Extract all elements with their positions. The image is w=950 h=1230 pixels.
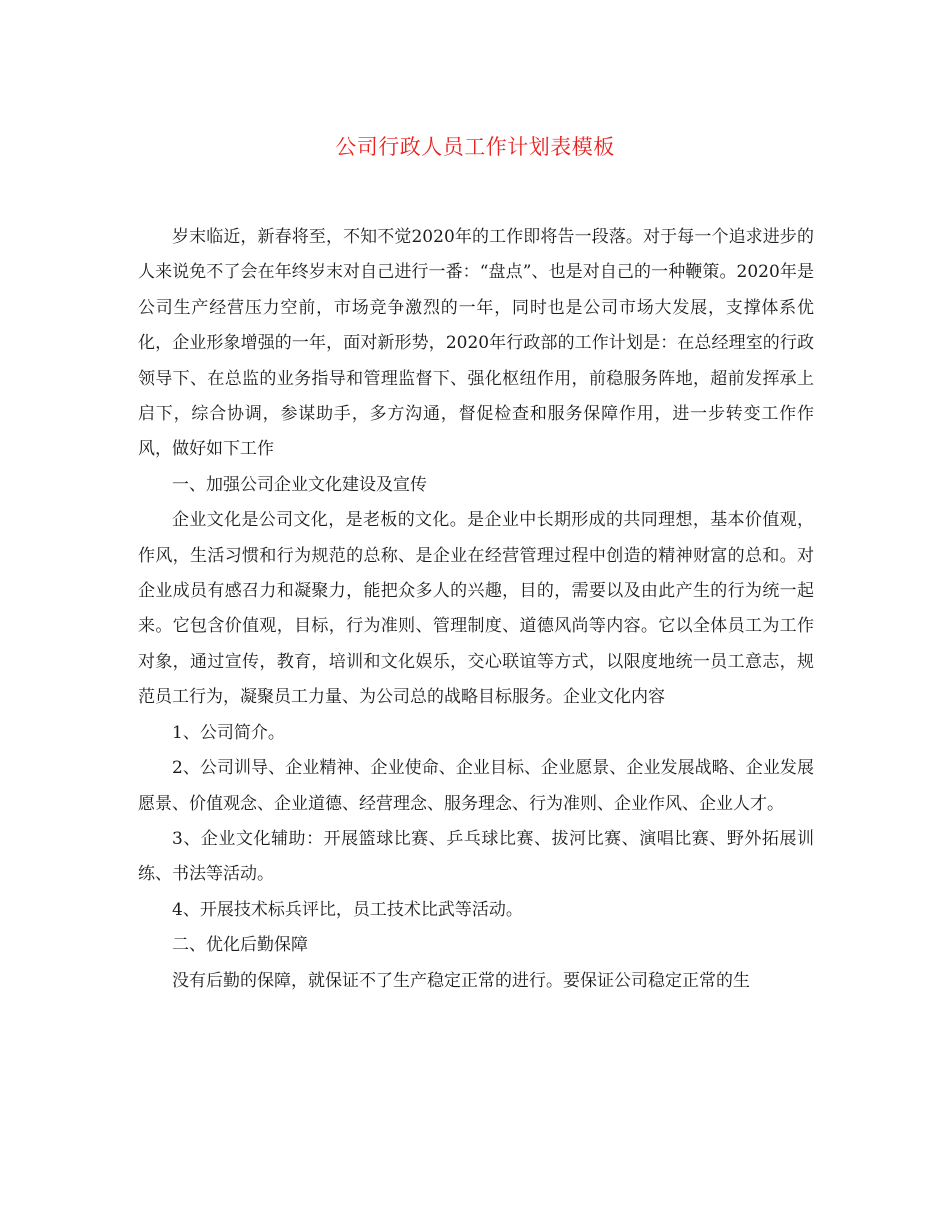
list-item-1: 1、公司简介。 xyxy=(172,722,285,743)
document-body xyxy=(138,220,814,999)
list-item-3: 3、企业文化辅助：开展篮球比赛、乒乓球比赛、拔河比赛、演唱比赛、野外拓展训练、书法等活动。 xyxy=(138,828,814,885)
section-heading-logistics: 二、优化后勤保障 xyxy=(172,935,308,956)
paragraph-culture: 企业文化是公司文化，是老板的文化。是企业中长期形成的共同理想，基本价值观，作风，生活习惯和行为规范的总称、是企业在经营管理过程中创造的精神财富的总和。对企业成员有感召力和凝聚力，能把众多人的兴趣，目的，需要以及由此产生的行为统一起来。它包含价值观，目标，行为准则、管理制度、道德风尚等内容。它以全体员工为工作对象，通过宣传，教育，培训和文化娱乐，交心联谊等方式，以限度地统一员工意志，规范员工行为，凝聚员工力量、为公司总的战略目标服务。企业文化内容 xyxy=(138,510,814,708)
document-title: 公司行政人员工作计划表模板 xyxy=(335,135,615,159)
list-item-4: 4、开展技术标兵评比，员工技术比武等活动。 xyxy=(172,899,523,920)
paragraph-logistics: 没有后勤的保障，就保证不了生产稳定正常的进行。要保证公司稳定正常的生 xyxy=(172,970,750,991)
paragraph-intro: 岁末临近，新春将至，不知不觉2020年的工作即将告一段落。对于每一个追求进步的人来说免不了会在年终岁末对自己进行一番：“盘点”、也是对自己的一种鞭策。2020年是公司生产经营压力空前，市场竞争激烈的一年，同时也是公司市场大发展，支撑体系优化，企业形象增强的一年，面对新形势，2020年行政部的工作计划是：在总经理室的行政领导下、在总监的业务指导和管理监督下、强化枢纽作用，前稳服务阵地，超前发挥承上启下，综合协调，参谋助手，多方沟通，督促检查和服务保障作用，进一步转变工作作风，做好如下工作 xyxy=(138,227,814,460)
section-heading-culture: 一、加强公司企业文化建设及宣传 xyxy=(172,474,427,495)
list-item-2: 2、公司训导、企业精神、企业使命、企业目标、企业愿景、企业发展战略、企业发展愿景、价值观念、企业道德、经营理念、服务理念、行为准则、企业作风、企业人才。 xyxy=(138,758,814,814)
